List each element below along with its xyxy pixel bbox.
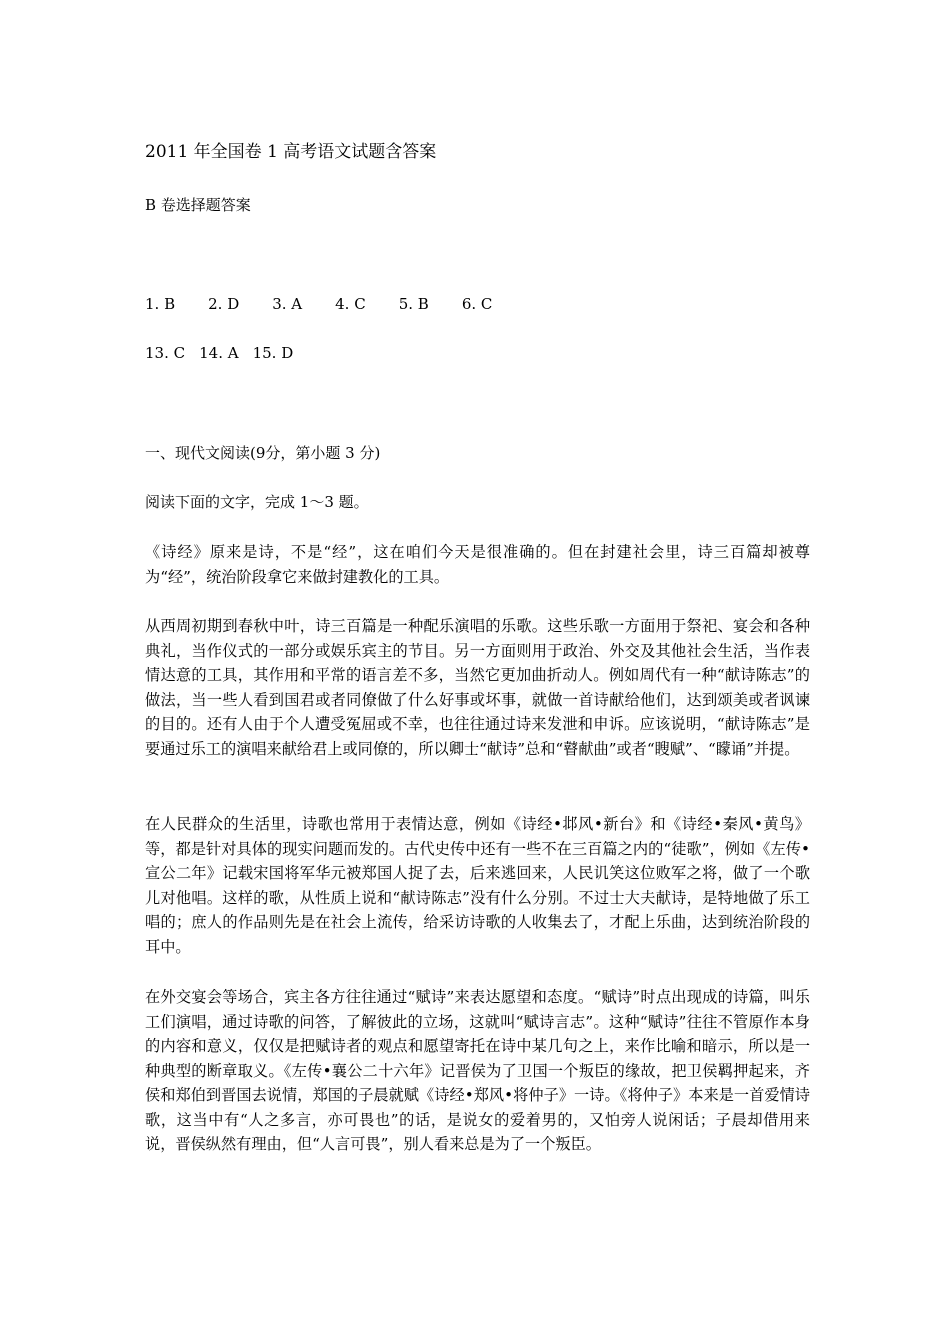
answer-item: 1. B <box>145 295 176 313</box>
answers-subtitle: B 卷选择题答案 <box>145 196 251 214</box>
paragraph: 从西周初期到春秋中叶，诗三百篇是一种配乐演唱的乐歌。这些乐歌一方面用于祭祀、宴会和各种典礼，当作仪式的一部分或娱乐宾主的节目。另一方面则用于政治、外交及其他社会生活，当作表情达意的工具，其作用和平常的语言差不多，当然它更加曲折动人。例如周代有一种“献诗陈志”的做法，当一些人看到国君或者同僚做了什么好事或坏事，就做一首诗献给他们，达到颂美或者讽谏的目的。还有人由于个人遭受冤屈或不幸，也往往通过诗来发泄和申诉。应该说明，“献诗陈志”是要通过乐工的演唱来献给君上或同僚的，所以卿士“献诗”总和“瞽献曲”或者“瞍赋”、“矇诵”并提。 <box>145 617 810 758</box>
paragraph: 在外交宴会等场合，宾主各方往往通过“赋诗”来表达愿望和态度。“赋诗”时点出现成的诗篇，叫乐工们演唱，通过诗歌的问答，了解彼此的立场，这就叫“赋诗言志”。这种“赋诗”往往不管原作本身的内容和意义，仅仅是把赋诗者的观点和愿望寄托在诗中某几句之上，来作比喻和暗示，所以是一种典型的断章取义。《左传•襄公二十六年》记晋侯为了卫国一个叛臣的缘故，把卫侯羁押起来，齐侯和郑伯到晋国去说情，郑国的子晨就赋《诗经•郑风•将仲子》一诗。《将仲子》本来是一首爱情诗歌，这当中有“人之多言，亦可畏也”的话，是说女的爱着男的，又怕旁人说闲话；子晨却借用来说，晋侯纵然有理由，但“人言可畏”，别人看来总是为了一个叛臣。 <box>145 988 810 1153</box>
answer-item: 15. D <box>252 344 294 362</box>
paragraph: 《诗经》原来是诗，不是“经”，这在咱们今天是很准确的。但在封建社会里，诗三百篇却被尊为“经”，统治阶段拿它来做封建教化的工具。 <box>145 543 810 586</box>
answer-item: 4. C <box>335 295 366 313</box>
answer-item: 6. C <box>461 295 493 313</box>
paragraph: 在人民群众的生活里，诗歌也常用于表情达意，例如《诗经•邶风•新台》和《诗经•秦风•黄鸟》等，都是针对具体的现实问题而发的。古代史传中还有一些不在三百篇之内的“徒歌”，例如《左传•宣公二年》记载宋国将军华元被郑国人捉了去，后来逃回来，人民讥笑这位败军之将，做了一个歌儿对他唱。这样的歌，从性质上说和“献诗陈志”没有什么分别。不过士大夫献诗，是特地做了乐工唱的；庶人的作品则先是在社会上流传，给采访诗歌的人收集去了，才配上乐曲，达到统治阶段的耳中。 <box>145 815 810 956</box>
answer-item: 14. A <box>199 344 239 362</box>
answer-list-row-2 <box>145 341 307 365</box>
answer-item: 13. C <box>145 344 186 362</box>
answer-item: 3. A <box>272 295 303 313</box>
answer-item: 5. B <box>398 295 429 313</box>
section-heading: 一、现代文阅读(9分，第小题 3 分) <box>145 444 381 462</box>
document-title: 2011 年全国卷 1 高考语文试题含答案 <box>145 142 437 162</box>
answer-list-row-1 <box>145 292 525 316</box>
reading-instruction: 阅读下面的文字，完成 1～3 题。 <box>145 493 369 511</box>
answer-item: 2. D <box>208 295 240 313</box>
